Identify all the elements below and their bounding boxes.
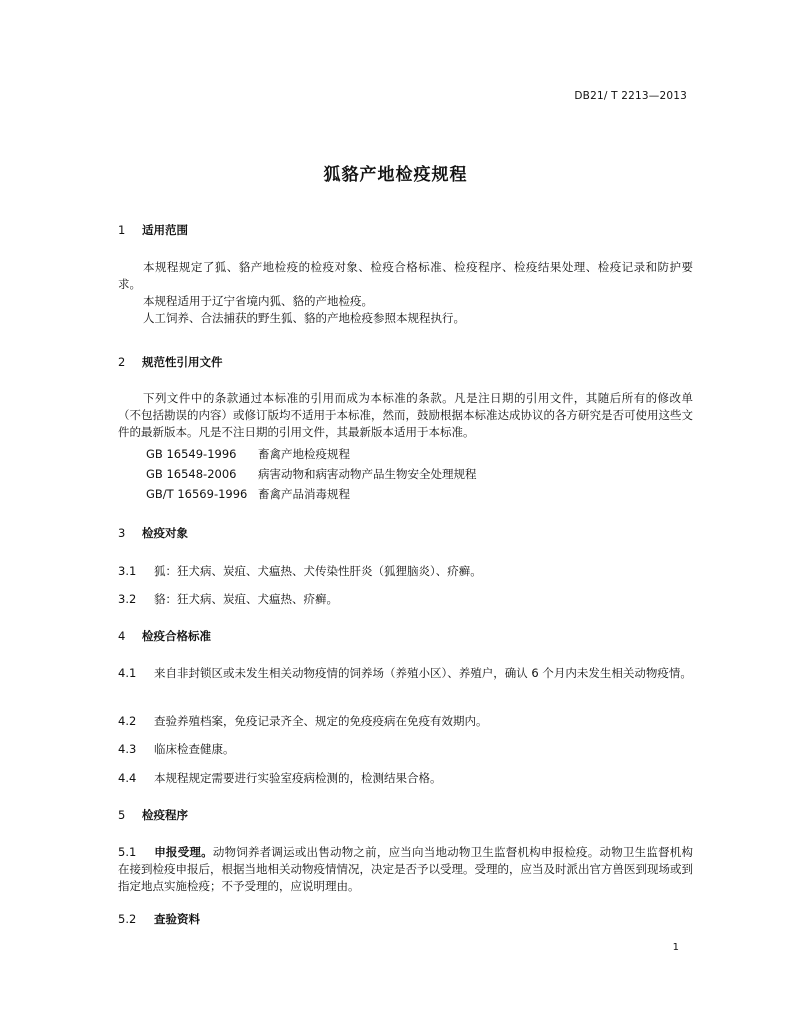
clause-4-3 — [118, 741, 693, 758]
clause-number: 4.4 — [118, 771, 137, 785]
section-2 — [118, 354, 693, 370]
reference-code: GB 16548-2006 — [146, 467, 237, 481]
paragraph: 本规程规定了狐、貉产地检疫的检疫对象、检疫合格标准、检疫程序、检疫结果处理、检疫记录和防护要求。 — [118, 260, 693, 291]
section-heading — [118, 525, 693, 541]
clause-number: 3.1 — [118, 564, 137, 578]
clause-3-2 — [118, 591, 693, 608]
section-heading — [118, 222, 693, 238]
clause-text: 狐：狂犬病、炭疽、犬瘟热、犬传染性肝炎（狐狸脑炎）、疥癣。 — [154, 564, 482, 578]
reference-title: 畜禽产地检疫规程 — [258, 447, 350, 461]
section-number: 2 — [118, 355, 126, 369]
clause-number: 4.3 — [118, 742, 137, 756]
clause-lead: 申报受理。 — [154, 845, 213, 859]
document-title: 狐貉产地检疫规程 — [323, 165, 468, 185]
paragraph: 下列文件中的条款通过本标准的引用而成为本标准的条款。凡是注日期的引用文件，其随后所有的修改单（不包括勘误的内容）或修订版均不适用于本标准，然而，鼓励根据本标准达成协议的各方研究是否可使用这些文件的最新版本。凡是不注日期的引用文件，其最新版本适用于本标准。 — [118, 391, 693, 439]
section-title: 规范性引用文件 — [142, 355, 223, 369]
section-title: 检疫合格标准 — [142, 629, 211, 643]
section-heading — [118, 628, 693, 644]
clause-text: 来自非封锁区或未发生相关动物疫情的饲养场（养殖小区）、养殖户，确认 6 个月内未发生相关动物疫情。 — [154, 666, 692, 680]
paragraph: 本规程适用于辽宁省境内狐、貉的产地检疫。 — [143, 294, 373, 308]
section-number: 4 — [118, 629, 126, 643]
clause-text: 临床检查健康。 — [154, 742, 235, 756]
reference-item — [118, 464, 693, 484]
clause-number: 4.2 — [118, 714, 137, 728]
section-number: 5 — [118, 808, 126, 822]
reference-title: 病害动物和病害动物产品生物安全处理规程 — [258, 467, 477, 481]
clause-number: 4.1 — [118, 666, 137, 680]
section-number: 3 — [118, 526, 126, 540]
clause-text: 查验养殖档案，免疫记录齐全、规定的免疫疫病在免疫有效期内。 — [154, 714, 488, 728]
section-5 — [118, 807, 693, 823]
clause-3-1 — [118, 563, 693, 580]
clause-5-2 — [118, 911, 693, 928]
section-1-body — [118, 259, 693, 327]
section-4 — [118, 628, 693, 644]
section-number: 1 — [118, 223, 126, 237]
section-title: 检疫程序 — [142, 808, 188, 822]
page-number: 1 — [672, 942, 679, 953]
reference-code: GB/T 16569-1996 — [146, 487, 248, 501]
section-2-body — [118, 390, 693, 504]
section-title: 适用范围 — [142, 223, 188, 237]
reference-title: 畜禽产品消毒规程 — [258, 487, 350, 501]
section-1 — [118, 222, 693, 238]
reference-code: GB 16549-1996 — [146, 447, 237, 461]
clause-text: 动物饲养者调运或出售动物之前，应当向当地动物卫生监督机构申报检疫。动物卫生监督机构在接到检疫申报后，根据当地相关动物疫情情况，决定是否予以受理。受理的，应当及时派出官方兽医到现场或到指定地点实施检疫；不予受理的，应说明理由。 — [118, 845, 694, 893]
section-heading — [118, 354, 693, 370]
clause-4-2 — [118, 713, 693, 730]
clause-text: 本规程规定需要进行实验室疫病检测的，检测结果合格。 — [154, 771, 442, 785]
standard-code: DB21/ T 2213—2013 — [574, 90, 687, 102]
clause-4-1 — [118, 665, 693, 682]
clause-number: 3.2 — [118, 592, 137, 606]
reference-item — [118, 444, 693, 464]
clause-text: 貉：狂犬病、炭疽、犬瘟热、疥癣。 — [154, 592, 338, 606]
paragraph: 人工饲养、合法捕获的野生狐、貉的产地检疫参照本规程执行。 — [143, 311, 465, 325]
section-3 — [118, 525, 693, 541]
clause-number: 5.2 — [118, 912, 137, 926]
clause-4-4 — [118, 770, 693, 787]
clause-5-1 — [118, 844, 693, 895]
section-heading — [118, 807, 693, 823]
clause-lead: 查验资料 — [154, 912, 200, 926]
clause-number: 5.1 — [118, 845, 137, 859]
reference-item — [118, 484, 693, 504]
section-title: 检疫对象 — [142, 526, 188, 540]
